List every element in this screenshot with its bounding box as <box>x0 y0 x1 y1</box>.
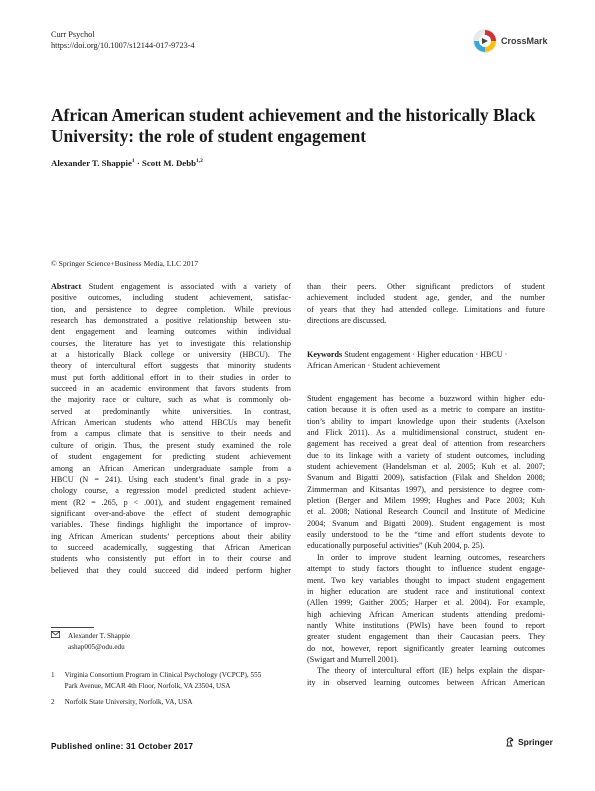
body-line: due to its linkage with a variety of student outcomes, including <box>307 450 545 460</box>
abstract-line: chology course, a regression model predicted student achieve- <box>51 486 291 496</box>
body-line: 2004; Svanum and Bigatti 2009). Student engagement is most <box>307 518 545 528</box>
paper-title <box>51 105 551 147</box>
abstract <box>51 281 291 576</box>
abstract-line: ing African American students’ perceptions about their ability <box>51 531 291 541</box>
body-line: Student engagement has become a buzzword within higher edu- <box>307 394 545 403</box>
abstract-line: directions are discussed. <box>307 316 387 326</box>
body-line: ity in observed learning outcomes between African American <box>307 677 545 687</box>
keywords-list: Student engagement · Higher education · HBCU · <box>344 350 508 359</box>
abstract-continued <box>307 281 545 326</box>
abstract-text: Student engagement is associated with a variety of <box>88 282 291 291</box>
abstract-line: HBCU (N = 241). Using each student’s final grade in a psy- <box>51 474 291 484</box>
abstract-line: achievement included student age, gender, and the number <box>307 293 545 303</box>
body-line: gagement has received a great deal of attention from researchers <box>307 439 545 449</box>
doi-link[interactable]: https://doi.org/10.1007/s12144-017-9723-4 <box>51 41 195 50</box>
abstract-line: theory of intercultural effort suggests that minority students <box>51 361 291 371</box>
abstract-line: variables. These findings highlight the importance of improv- <box>51 520 291 530</box>
body-line: ment. Two key variables thought to impact student engagement <box>307 575 545 585</box>
copyright-notice: © Springer Science+Business Media, LLC 2017 <box>51 259 199 268</box>
footnote-divider <box>51 627 94 628</box>
author-affiliation-marker: 1 <box>131 158 135 165</box>
body-line: pletion (Berger and Milem 1999; Hughes and Pace 2003; Kuh <box>307 496 545 506</box>
abstract-line: of years that they had attended college. Limitations and future <box>307 304 545 314</box>
running-header <box>51 29 195 51</box>
body-line: The theory of intercultural effort (IE) helps explain the dispar- <box>317 666 545 676</box>
crossmark-badge[interactable] <box>472 28 548 54</box>
keywords-label: Keywords <box>307 350 343 359</box>
abstract-line: positive outcomes, including student achievement, satisfac- <box>51 293 291 303</box>
body-line: tion’s ability to impart knowledge upon their students (Axelson <box>307 416 545 426</box>
crossmark-label: CrossMark <box>501 36 548 46</box>
keywords <box>307 349 545 372</box>
body-line: cation because it is often used as a metric to compare an institu- <box>307 405 545 415</box>
abstract-line: among an African American undergraduate sample from a <box>51 463 291 473</box>
author-list <box>51 158 203 168</box>
affiliation-text: Park Avenue, MCAR 4th Floor, Norfolk, VA 23504, USA <box>64 681 231 690</box>
body-line: Zimmerman and Kitsantas 1997), and persistence to degree com- <box>307 484 545 494</box>
abstract-line: from a campus climate that is sensitive to their needs and <box>51 429 291 439</box>
abstract-line: than their peers. Other significant predictors of student <box>307 282 545 291</box>
abstract-line: African American students who attend HBCUs may benefit <box>51 418 291 428</box>
body-line: et al. 2008; National Research Council and Institute of Medicine <box>307 507 545 517</box>
author-separator: · <box>136 158 140 168</box>
contact-email[interactable]: ashap005@odu.edu <box>68 642 125 651</box>
abstract-line: tion, and persistence to degree completion. While previous <box>51 304 291 314</box>
title-line: African American student achievement and the historically Black <box>51 105 536 125</box>
abstract-line: research has demonstrated a positive relationship between stu- <box>51 316 291 326</box>
body-line: high achieving African American students attending predomi- <box>307 609 545 619</box>
journal-name: Curr Psychol <box>51 30 95 39</box>
abstract-line: must put forth additional effort in to their studies in order to <box>51 372 291 382</box>
abstract-line: to succeed academically, suggesting that African American <box>51 542 291 552</box>
body-line: attempt to study factors thought to influence student engage- <box>307 564 545 574</box>
abstract-line: courses, the literature has yet to investigate this relationship <box>51 338 291 348</box>
abstract-line: culture of origin. Thus, the present study examined the role <box>51 440 291 450</box>
title-line: University: the role of student engagement <box>51 126 367 146</box>
body-line: and Flick 2011). As a multidimensional construct, student en- <box>307 428 545 438</box>
contact-name: Alexander T. Shappie <box>68 632 131 640</box>
affiliation <box>51 697 301 708</box>
body-line: In order to improve student learning outcomes, researchers <box>317 552 545 562</box>
abstract-label: Abstract <box>51 282 82 291</box>
publisher-logo <box>505 737 553 747</box>
abstract-line: at a historically Black college or university (HBCU). The <box>51 350 291 360</box>
body-line: do not, however, report significantly greater learning outcomes <box>307 643 545 653</box>
body-line: Svanum and Bigatti 2009), satisfaction (Filak and Sheldon 2008; <box>307 473 545 483</box>
body-line: student achievement (Handelsman et al. 2005; Kuh et al. 2007; <box>307 462 545 472</box>
abstract-line: of student engagement for predicting student achievement <box>51 452 291 462</box>
author-name[interactable]: Alexander T. Shappie <box>51 158 132 168</box>
affiliation-number: 2 <box>51 698 55 706</box>
published-online-date: Published online: 31 October 2017 <box>51 741 194 751</box>
body-text <box>307 393 545 688</box>
abstract-line: ment (R2 = .265, p < .001), and student engagement remained <box>51 497 291 507</box>
body-line: nantly White institutions (PWIs) have been found to report <box>307 620 545 630</box>
abstract-line: succeed in an academic environment that favors students from <box>51 384 291 394</box>
publisher-name: Springer <box>518 737 553 747</box>
abstract-line <box>51 281 291 292</box>
body-line: in higher education are student race and institutional context <box>307 586 545 596</box>
crossmark-icon <box>472 28 498 54</box>
author-affiliation-marker: 1,2 <box>196 158 203 165</box>
abstract-line: students who consistently put effort in to their course and <box>51 554 291 564</box>
body-line: greater student engagement than their Caucasian peers. They <box>307 632 545 642</box>
abstract-line: significant over-and-above the effect of student demographic <box>51 508 291 518</box>
keywords-list: African American · Student achievement <box>307 361 441 371</box>
abstract-line: dent engagement and learning outcomes within individual <box>51 327 291 337</box>
corresponding-author <box>51 631 130 652</box>
author-name[interactable]: Scott M. Debb <box>142 158 196 168</box>
envelope-icon <box>51 631 60 652</box>
affiliation-number: 1 <box>51 671 55 679</box>
body-line: (Swigart and Murrell 2001). <box>307 654 399 664</box>
springer-horse-icon <box>505 737 515 747</box>
abstract-line: the majority race or culture, such as what is commonly ob- <box>51 395 291 405</box>
abstract-line: served at predominantly white universities. In contrast, <box>51 406 291 416</box>
body-line: (Allen 1999; Gaither 2005; Harper et al. 2004). For example, <box>307 598 545 608</box>
affiliation-text: Virginia Consortium Program in Clinical Psychology (VCPCP), 555 <box>64 671 262 679</box>
affiliation <box>51 670 301 691</box>
body-line: educationally purposeful activities” (Kuh 2004, p. 25). <box>307 541 485 551</box>
affiliation-text: Norfolk State University, Norfolk, VA, USA <box>64 698 193 706</box>
body-line: easily understood to be the “time and effort students devote to <box>307 530 545 540</box>
abstract-line: believed that they could succeed did indeed perform higher <box>51 565 291 575</box>
